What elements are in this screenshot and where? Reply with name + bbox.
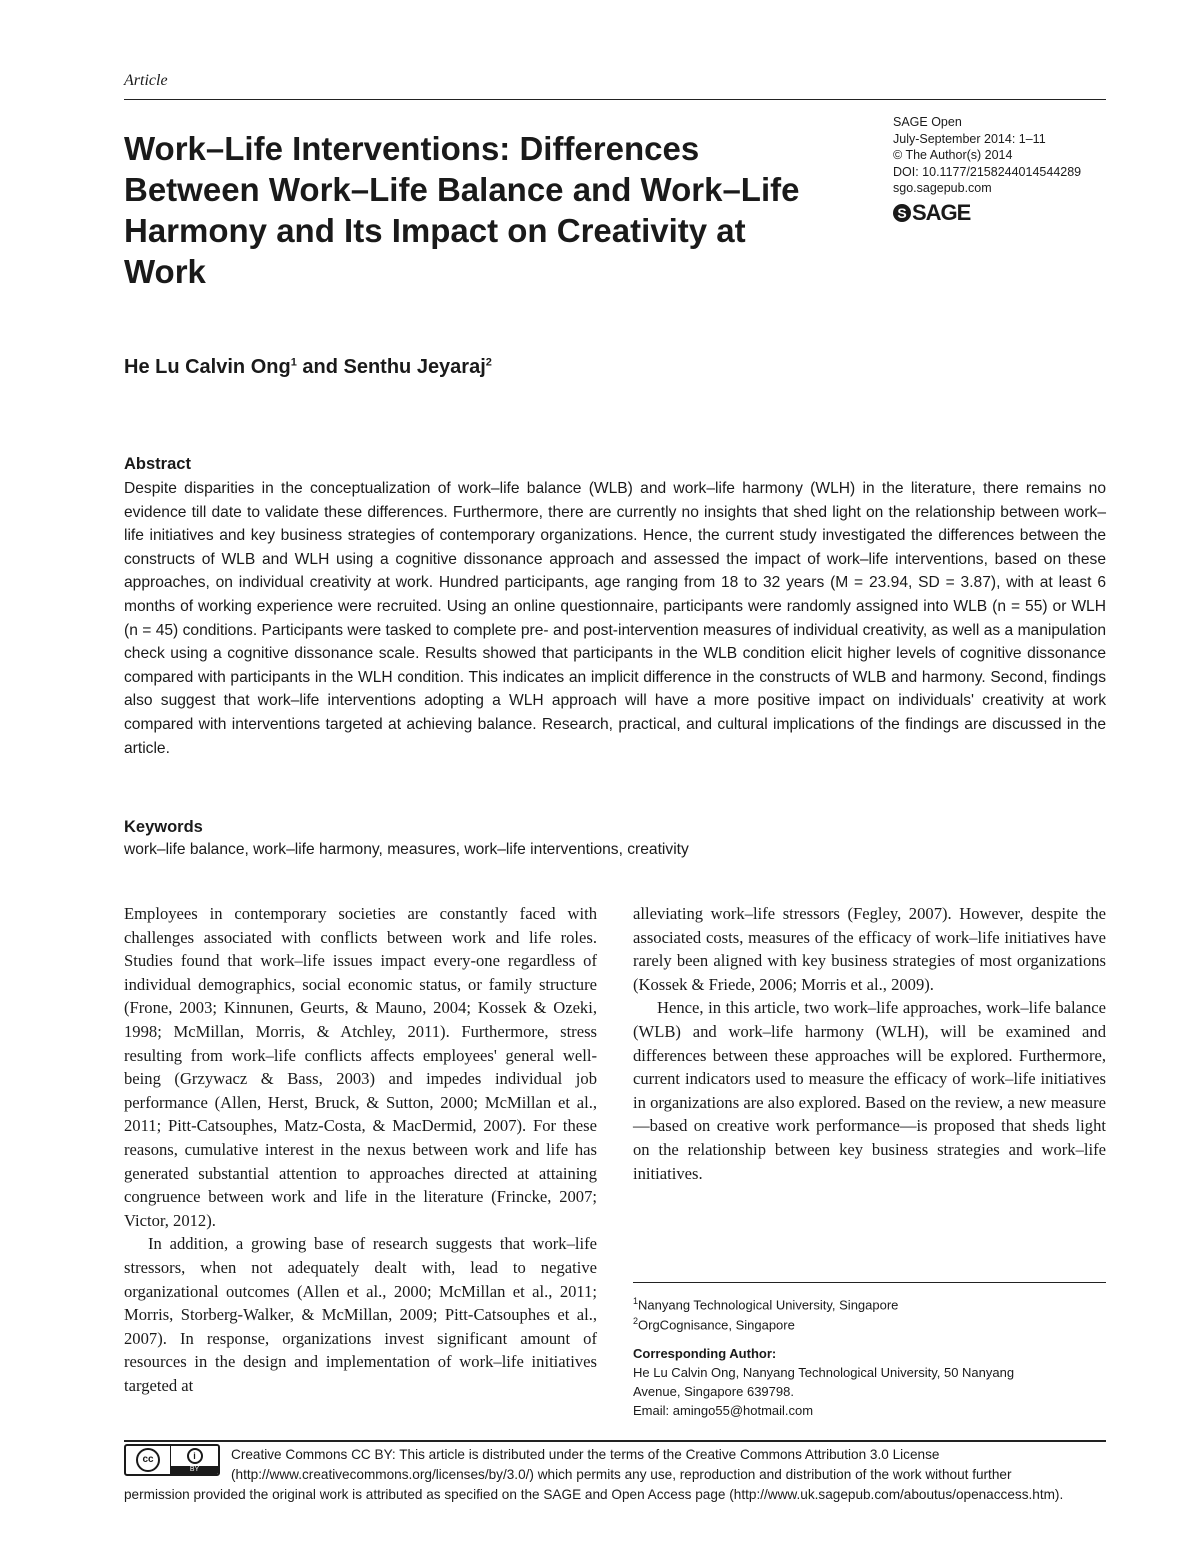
section-label: Article <box>124 72 168 89</box>
journal-url: sgo.sagepub.com <box>893 181 992 195</box>
body-column-right <box>633 902 1106 1185</box>
journal-copyright: © The Author(s) 2014 <box>893 148 1013 162</box>
affiliation-marker: 1 <box>633 1296 639 1306</box>
sage-logo <box>893 200 970 226</box>
author-connector: and <box>296 356 344 378</box>
affiliation-text: OrgCognisance, Singapore <box>638 1317 795 1333</box>
body-paragraph: alleviating work–life stressors (Fegley, 2007). However, despite the associated costs, measures of the efficacy of work–life initiatives have rarely been aligned with key business strategies of most organizations (Kossek & Friede, 2006; Morris et al., 2009). <box>633 904 1106 994</box>
abstract-text: Despite disparities in the conceptualization of work–life balance (WLB) and work–life harmony (WLH) in the literature, there remains no evidence till date to validate these differences. Furthermore, there are currently no insights that shed light on the relationship between work–life initiatives and key business strategies of contemporary organizations. Hence, the current study investigated the differences between the constructs of WLB and WLH using a cognitive dissonance approach and assessed the impact of work–life interventions, based on these approaches, on individual creativity at work. Hundred participants, age ranging from 18 to 32 years (M = 23.94, SD = 3.87), with at least 6 months of working experience were recruited. Using an online questionnaire, participants were randomly assigned into WLB (n = 55) or WLH (n = 45) conditions. Participants were tasked to complete pre- and post-intervention measures of individual creativity, as well as a manipulation check using a cognitive dissonance scale. Results showed that participants in the WLB condition elicit higher levels of cognitive dissonance compared with participants in the WLH condition. This indicates an implicit difference in the constructs of WLB and harmony. Second, findings also suggest that work–life interventions adopting a WLH approach will have a more positive impact on individuals' creativity at work compared with interventions targeted at achieving balance. Research, practical, and cultural implications of the findings are discussed in the article. <box>124 480 1106 757</box>
license-line: Creative Commons CC BY: This article is distributed under the terms of the Creative Commons Attribution 3.0 License <box>231 1447 940 1462</box>
affiliation-marker: 2 <box>633 1316 639 1326</box>
cc-by-badge <box>124 1444 220 1476</box>
journal-name: SAGE Open <box>893 115 962 129</box>
body-column-left <box>124 902 597 1397</box>
sage-logo-badge-icon: S <box>893 204 911 222</box>
license-divider <box>124 1440 1106 1442</box>
sage-logo-text: SAGE <box>912 200 971 225</box>
corresponding-author-heading: Corresponding Author: <box>633 1346 777 1361</box>
body-paragraph: Hence, in this article, two work–life approaches, work–life balance (WLB) and work–life harmony (WLH), will be examined and differences between these approaches will be explored. Furthermore, current indicators used to measure the efficacy of work–life initiatives in organizations are also explored. Based on the review, a new measure—based on creative work performance—is proposed that sheds light on the relationship between key business strategies and work–life initiatives. <box>633 998 1106 1183</box>
author-name: Senthu Jeyaraj <box>343 356 486 378</box>
cc-badge-right <box>170 1446 218 1474</box>
cc-by-label: BY <box>171 1466 218 1474</box>
license-line: permission provided the original work is attributed as specified on the SAGE and Open Access page (http://www.uk.sagepub.com/aboutus/openaccess.htm). <box>124 1487 1064 1502</box>
journal-info <box>893 114 1081 197</box>
corresponding-author-line: Avenue, Singapore 639798. <box>633 1384 794 1399</box>
corresponding-author-line: He Lu Calvin Ong, Nanyang Technological University, 50 Nanyang <box>633 1365 1015 1380</box>
journal-issue: July-September 2014: 1–11 <box>893 131 1046 146</box>
cc-badge-left <box>126 1446 170 1474</box>
abstract-heading: Abstract <box>124 455 191 473</box>
article-title: Work–Life Interventions: Differences Between Work–Life Balance and Work–Life Harmony and Its Impact on Creativity at Work <box>124 130 800 290</box>
body-paragraph: Employees in contemporary societies are constantly faced with challenges associated with conflicts between work and life roles. Studies found that work–life issues impact every-one regardless of individual demographics, social economic status, or family structure (Frone, 2003; Kinnunen, Geurts, & Mauno, 2004; Kossek & Ozeki, 1998; McMillan, Morris, & Atchley, 2011). Furthermore, stress resulting from work–life conflicts affects employees' general well-being (Grzywacz & Bass, 2003) and impedes individual job performance (Allen, Herst, Bruck, & Sutton, 2000; McMillan et al., 2011; Pitt-Catsouphes, Matz-Costa, & MacDermid, 2007). For these reasons, cumulative interest in the nexus between work and life has generated substantial attention to approaches directed at attaining congruence between work and life in the literature (Frincke, 2007; Victor, 2012). <box>124 904 597 1230</box>
keywords-heading: Keywords <box>124 818 203 836</box>
license-text <box>124 1445 1106 1505</box>
corresponding-author-details <box>633 1363 1106 1420</box>
cc-badge-top <box>187 1446 203 1466</box>
author-list <box>124 356 492 379</box>
keywords-text: work–life balance, work–life harmony, measures, work–life interventions, creativity <box>124 841 689 858</box>
affiliation-1 <box>633 1292 1106 1314</box>
corresponding-author-email: Email: amingo55@hotmail.com <box>633 1403 814 1418</box>
header-divider <box>124 99 1106 100</box>
journal-doi: DOI: 10.1177/2158244014544289 <box>893 164 1082 179</box>
affiliation-marker: 2 <box>485 356 492 369</box>
author-name: He Lu Calvin Ong <box>124 356 291 378</box>
footnote-divider <box>633 1282 1106 1283</box>
license-line: (http://www.creativecommons.org/licenses/by/3.0/) which permits any use, reproduction and distribution of the work without further <box>231 1467 1012 1482</box>
body-paragraph: In addition, a growing base of research suggests that work–life stressors, when not adequately dealt with, lead to negative organizational outcomes (Allen et al., 2000; McMillan et al., 2011; Morris, Storberg-Walker, & McMillan, 2009; Pitt-Catsouphes et al., 2007). In response, organizations invest significant amount of resources in the design and implementation of work–life initiatives targeted at <box>124 1234 597 1395</box>
attribution-person-icon: i <box>187 1448 203 1464</box>
affiliation-marker: 1 <box>290 356 297 369</box>
cc-icon: cc <box>136 1448 160 1472</box>
affiliation-text: Nanyang Technological University, Singapore <box>638 1297 899 1313</box>
affiliation-2 <box>633 1312 1106 1334</box>
